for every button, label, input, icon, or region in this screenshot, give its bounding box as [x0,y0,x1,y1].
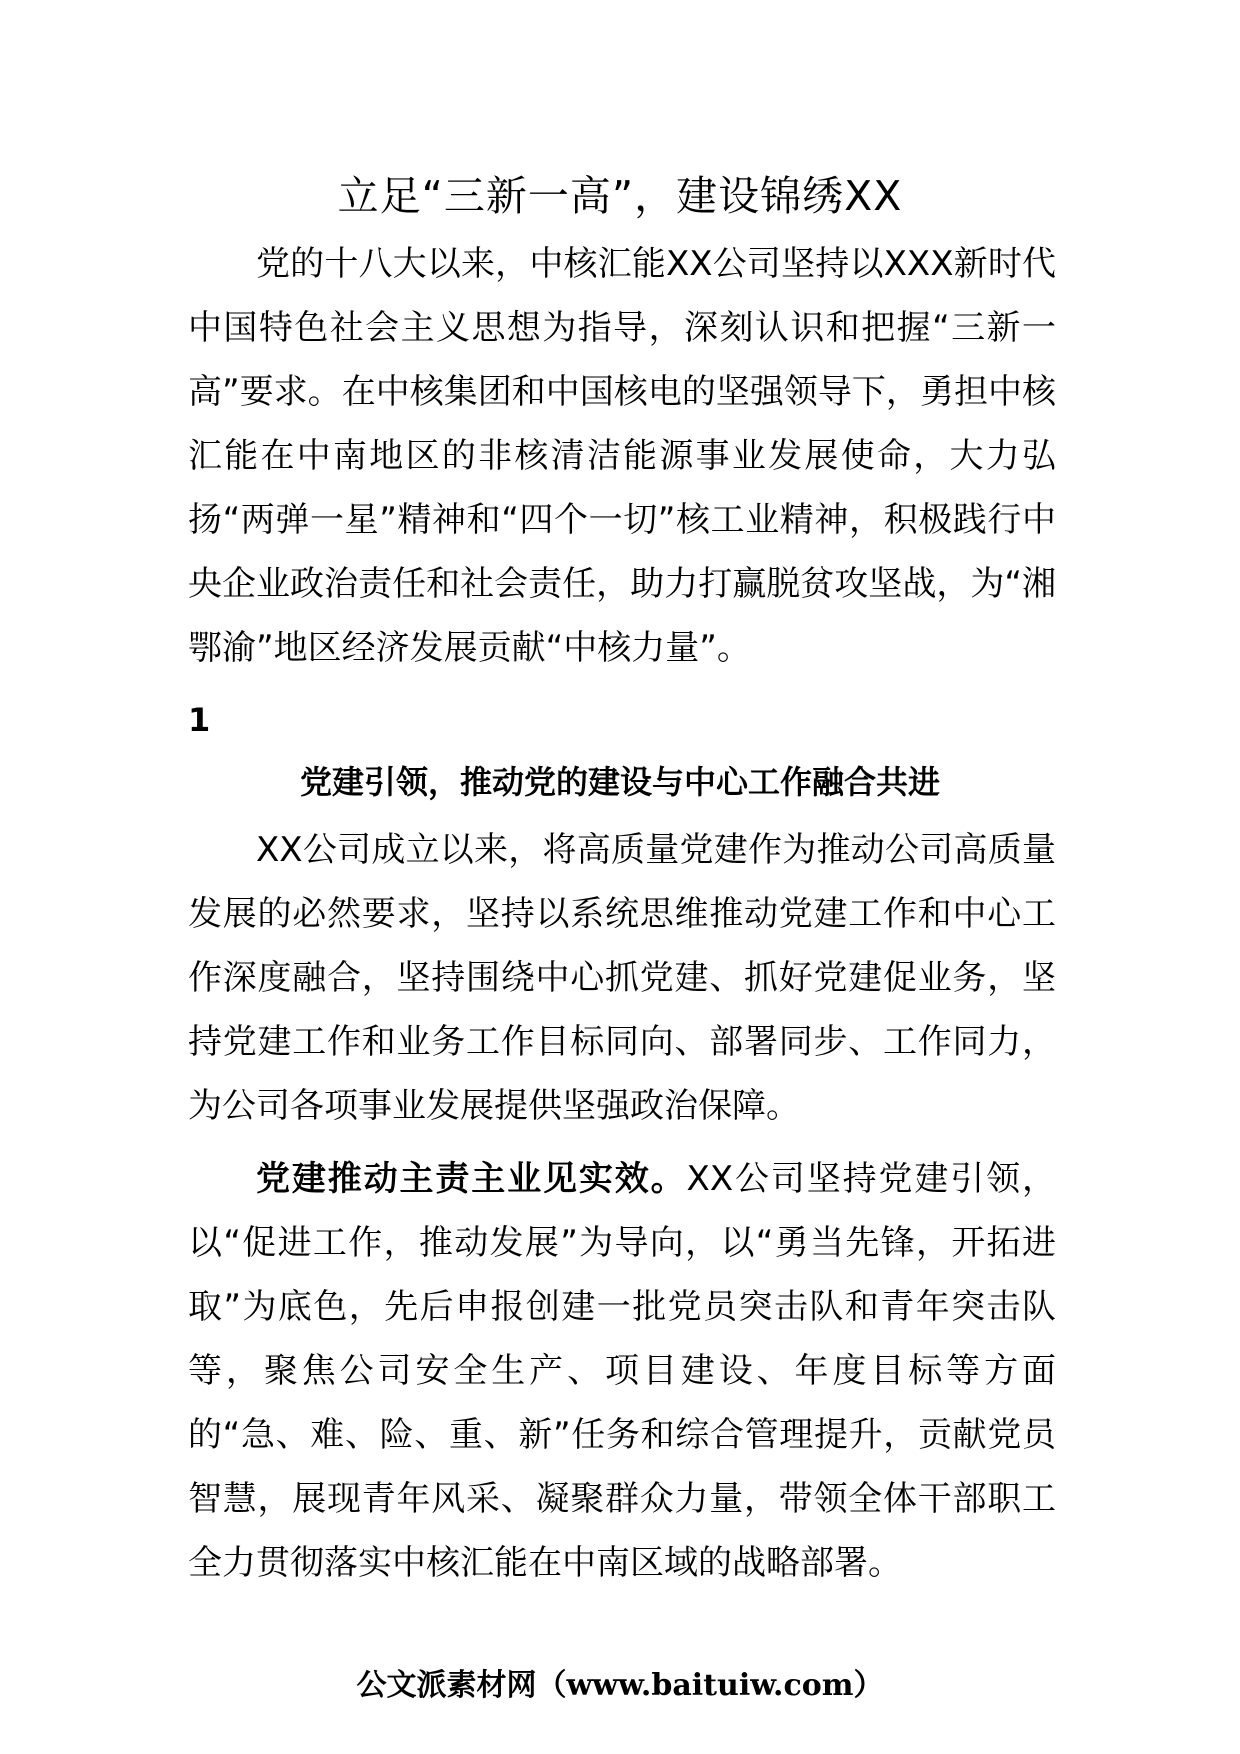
footer-watermark: 公文派素材网（www.baituiw.com） [356,1668,884,1703]
intro-paragraph: 党的十八大以来，中核汇能XX公司坚持以XXX新时代中国特色社会主义思想为指导，深刻认识和把握“三新一高”要求。在中核集团和中国核电的坚强领导下，勇担中核汇能在中南地区的非核清洁能源事业发展使命，大力弘扬“两弹一星”精神和“四个一切”核工业精神，积极践行中央企业政治责任和社会责任，助力打赢脱贫攻坚战，为“湘鄂渝”地区经济发展贡献“中核力量”。 [188,244,1056,668]
point-lead: 党建推动主责主业见实效。 [256,1159,687,1199]
document-title: 立足“三新一高”，建设锦绣XX [337,172,903,220]
section-heading: 党建引领，推动党的建设与中心工作融合共进 [299,763,940,801]
section-number: 1 [188,701,211,739]
point-body: XX公司坚持党建引领，以“促进工作，推动发展”为导向，以“勇当先锋，开拓进取”为底色，先后申报创建一批党员突击队和青年突击队等，聚焦公司安全生产、项目建设、年度目标等方面的“急、难、险、重、新”任务和综合管理提升，贡献党员智慧，展现青年风采、凝聚群众力量，带领全体干部职工全力贯彻落实中核汇能在中南区域的战略部署。 [188,1159,1057,1583]
section-paragraph: XX公司成立以来，将高质量党建作为推动公司高质量发展的必然要求，坚持以系统思维推动党建工作和中心工作深度融合，坚持围绕中心抓党建、抓好党建促业务，坚持党建工作和业务工作目标同向、部署同步、工作同力，为公司各项事业发展提供坚强政治保障。 [188,830,1056,1126]
point-paragraph [188,1147,1056,1595]
